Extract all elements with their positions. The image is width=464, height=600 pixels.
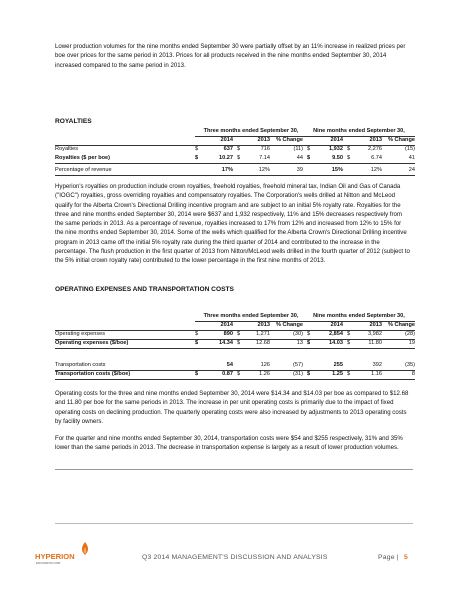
currency-sign: $ (307, 371, 311, 377)
table-row (55, 370, 415, 379)
cell-value: 14.34 (219, 340, 233, 346)
cell-value: 19 (408, 340, 415, 346)
col-2014: 2014 (330, 137, 343, 143)
row-label: Transportation costs ($/boe) (55, 371, 131, 377)
section-divider (55, 469, 413, 470)
currency-sign: $ (195, 340, 199, 346)
currency-sign: $ (307, 340, 311, 346)
col-2013: 2013 (369, 322, 382, 328)
group-header-three-months: Three months ended September 30, (203, 313, 299, 319)
cell-value: 12.68 (256, 340, 270, 346)
row-label: Royalties ($ per boe) (55, 155, 111, 161)
col-2013: 2013 (257, 137, 270, 143)
cell-value: 0.87 (222, 371, 233, 377)
cell-value: 1,271 (256, 331, 270, 337)
cell-value: 716 (260, 146, 270, 152)
table-row (55, 145, 415, 154)
cell-value: (15) (405, 146, 415, 152)
logo-subtext: EXPLORATION CORP (36, 562, 61, 565)
table-row (55, 166, 415, 175)
page-number: 5 (404, 554, 408, 561)
group-header-three-months: Three months ended September 30, (203, 128, 299, 134)
opex-heading: OPERATING EXPENSES AND TRANSPORTATION COSTS (55, 286, 234, 293)
table-row (55, 330, 415, 339)
row-label: Operating expenses ($/boe) (55, 340, 129, 346)
cell-value: (57) (293, 362, 303, 368)
cell-value: 9.50 (332, 155, 343, 161)
currency-sign: $ (347, 340, 351, 346)
row-label: Operating expenses (55, 331, 106, 337)
cell-value: 2,854 (329, 331, 343, 337)
page-label: Page | (378, 554, 399, 561)
col-change: % Change (387, 322, 415, 328)
currency-sign: $ (237, 146, 241, 152)
col-2014: 2014 (220, 322, 233, 328)
footer-rule (55, 523, 413, 524)
currency-sign: $ (347, 155, 351, 161)
cell-value: 14.03 (329, 340, 343, 346)
currency-sign: $ (237, 155, 241, 161)
cell-value: 255 (333, 362, 343, 368)
group-header-nine-months: Nine months ended September 30, (313, 128, 405, 134)
cell-value: 11.80 (368, 340, 382, 346)
royalties-heading: ROYALTIES (55, 118, 92, 125)
table-row (55, 339, 415, 348)
cell-value: 1.26 (259, 371, 270, 377)
cell-value: 890 (223, 331, 233, 337)
table-row (55, 361, 415, 370)
cell-value: 7.14 (259, 155, 270, 161)
currency-sign: $ (237, 371, 241, 377)
footer-title: Q3 2014 MANAGEMENT'S DISCUSSION AND ANALYSIS (142, 554, 328, 561)
opex-table (55, 312, 415, 379)
currency-sign: $ (347, 371, 351, 377)
currency-sign: $ (307, 155, 311, 161)
intro-paragraph: Lower production volumes for the nine months ended September 30 were partially offset by an 11% increase in realized prices per boe over prices for the same period in 2013. Prices for all products received in the nine months ended September 30, 2014 increased compared to the same period in 2013. (55, 43, 406, 69)
cell-value: 126 (260, 362, 270, 368)
currency-sign: $ (347, 146, 351, 152)
currency-sign: $ (237, 340, 241, 346)
cell-value: 2,276 (368, 146, 382, 152)
cell-value: 13 (296, 340, 303, 346)
currency-sign: $ (307, 146, 311, 152)
currency-sign: $ (195, 146, 199, 152)
row-rule (55, 379, 415, 380)
cell-value: 12% (370, 167, 382, 173)
currency-sign: $ (307, 331, 311, 337)
row-label: Percentage of revenue (55, 167, 112, 173)
cell-value: (28) (405, 331, 415, 337)
currency-sign: $ (195, 155, 199, 161)
currency-sign: $ (195, 371, 199, 377)
cell-value: (35) (405, 362, 415, 368)
cell-value: 3,982 (368, 331, 382, 337)
col-change: % Change (275, 137, 303, 143)
cell-value: 1.16 (371, 371, 382, 377)
logo-wordmark: HYPERION (35, 552, 75, 561)
cell-value: 17% (221, 167, 233, 173)
column-header-row (55, 321, 415, 330)
cell-value: 6.74 (371, 155, 382, 161)
cell-value: 15% (331, 167, 343, 173)
hyperion-logo (34, 538, 96, 566)
cell-value: 39 (296, 167, 303, 173)
currency-sign: $ (195, 331, 199, 337)
cell-value: 12% (258, 167, 270, 173)
row-label: Royalties (55, 146, 79, 152)
cell-value: 392 (372, 362, 382, 368)
col-2014: 2014 (220, 137, 233, 143)
table-row (55, 154, 415, 163)
row-label: Transportation costs (55, 362, 106, 368)
group-header-nine-months: Nine months ended September 30, (313, 313, 405, 319)
cell-value: 54 (226, 362, 233, 368)
col-change: % Change (275, 322, 303, 328)
row-rule (55, 348, 415, 349)
cell-value: (11) (293, 146, 303, 152)
cell-value: 1,932 (329, 146, 343, 152)
currency-sign: $ (347, 331, 351, 337)
cell-value: 637 (223, 146, 233, 152)
royalties-paragraph: Hyperion's royalties on production include crown royalties, freehold royalties, freehold mineral tax, Indian Oil and Gas of Canada ("IOGC") royalties, gross overriding royalties and compensatory royalties. The Corporation's wells drilled at Nitton and McLeod qualify for the Alberta Crown's Directional Drilling incentive program and are subject to an initial 5% royalty rate. Royalties for the three and nine months ended September 30, 2014 were $637 and 1,932 respectively, 11% and 15% decreases respectively from the same periods in 2013. As a percentage of revenue, royalties increased to 17% from 12% and increased from 12% to 15% for the nine months ended September 30, 2014. Some of the wells which qualified for the Alberta Crown's Directional Drilling incentive program in 2013 came off the initial 5% royalty rate during the third quarter of 2014 and contributed to the increase in the percentage. The flush production in the first quarter of 2013 from Nitton/McLeod wells drilled in the fourth quarter of 2012 (subject to the 5% initial crown royalty rate) contributed to the lower percentage in the first nine months of 2013. (55, 183, 410, 265)
opex-paragraph-1: Operating costs for the three and nine months ended September 30, 2014 were $14.34 and $14.03 per boe as compared to $12.68 and 11.80 per boe for the same periods in 2013. The increase in per unit operating costs is primarily due to the impact of fixed operating costs on declining production. The quarterly operating costs were also increased by adjustments to 2013 operating costs by facility owners. (55, 390, 409, 425)
row-rule (55, 175, 415, 176)
col-2013: 2013 (257, 322, 270, 328)
cell-value: (31) (293, 371, 303, 377)
cell-value: 8 (411, 371, 415, 377)
col-2014: 2014 (330, 322, 343, 328)
currency-sign: $ (237, 331, 241, 337)
cell-value: (30) (293, 331, 303, 337)
opex-paragraph-2: For the quarter and nine months ended September 30, 2014, transportation costs were $54 and $255 respectively, 31% and 35% lower than the same periods in 2013. The decrease in transportation expense is largely as a result of lower production volumes. (55, 435, 403, 452)
column-header-row (55, 136, 415, 145)
col-change: % Change (387, 137, 415, 143)
row-rule (55, 163, 415, 164)
cell-value: 44 (296, 155, 303, 161)
cell-value: 1.25 (332, 371, 343, 377)
cell-value: 41 (408, 155, 415, 161)
cell-value: 10.27 (219, 155, 233, 161)
royalties-table (55, 127, 415, 175)
col-2013: 2013 (369, 137, 382, 143)
cell-value: 24 (408, 167, 415, 173)
